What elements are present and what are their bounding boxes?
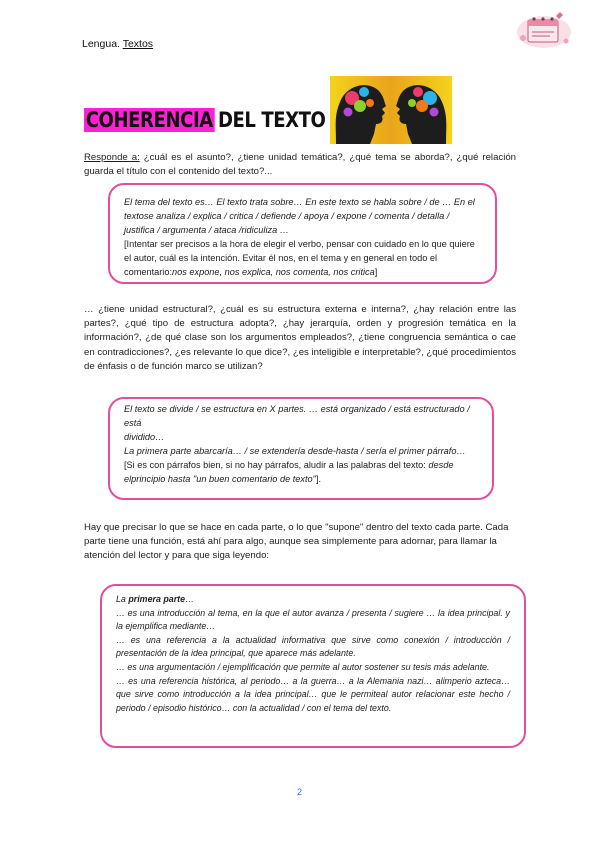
thinking-heads-illustration — [330, 76, 452, 144]
first-part-lead — [116, 593, 510, 607]
first-part-lead-bold: primera parte — [128, 594, 186, 604]
structure-line-1: El texto se divide / se estructura en X partes. … está organizado / está estructurado / está — [124, 404, 470, 428]
theme-note-start: [Intentar ser precisos a la hora de elegir el verbo, pensar con cuidado en lo que quiere el autor, cuál es la intención. Evitar él nos, en el tema y en general en todo el comentario: — [124, 239, 475, 277]
structure-note-start: [Si es con párrafos bien, si no hay párrafos, aludir a las palabras del texto: — [124, 460, 429, 470]
document-header — [82, 38, 153, 50]
planner-logo-icon — [514, 8, 574, 52]
intro-paragraph — [84, 151, 516, 179]
page-title — [84, 108, 325, 132]
header-section: Textos — [122, 38, 154, 50]
header-subject: Lengua. — [82, 38, 120, 50]
structure-line-3: La primera parte abarcaría… / se extendería desde-hasta / sería el primer párrafo… — [124, 446, 466, 456]
structure-phrases-box — [108, 397, 494, 500]
theme-note — [124, 237, 481, 279]
theme-note-end: ] — [374, 267, 378, 277]
structure-note-italic: desde elprincipio hasta "un buen comentario de texto" — [124, 460, 454, 484]
first-part-lead-end: … — [185, 594, 194, 604]
parts-function-paragraph: Hay que precisar lo que se hace en cada parte, o lo que "supone" dentro del texto cada parte. Cada parte tiene una función, está ahí para algo, aunque sea simplemente para adornar, para llamar la atención del lector y para que siga leyendo: — [84, 522, 509, 562]
first-part-line: … es una referencia a la actualidad informativa que sirve como conexión / introducción / presentación de la idea principal, que aparece más adelante. — [116, 634, 510, 659]
structure-line-2: dividido… — [124, 432, 165, 442]
theme-phrases: El tema del texto es… El texto trata sobre… En este texto se habla sobre / de … En el textose analiza / explica / critica / defiende / apoya / expone / comenta / detalla / justifica / argumenta / ataca /ridiculiza … — [124, 197, 475, 235]
first-part-line: … es una referencia histórica, al periodo… a la guerra… a la Alemania nazi… alimperio azteca… que sirve como introducción a la idea principal… que le permiteal autor relacionar este hecho / periodo / episodio histórico… con la actualidad / con el tema del texto. — [116, 675, 510, 713]
structure-note — [124, 458, 478, 486]
page-number: 2 — [297, 787, 303, 797]
first-part-line: … es una argumentación / ejemplificación que permite al autor sostener su tesis más adelante. — [116, 661, 490, 672]
first-part-phrases-box — [100, 584, 526, 748]
first-part-line: … es una introducción al tema, en la que el autor avanza / presenta / sugiere … la idea principal. y la ejemplifica mediante… — [116, 607, 510, 632]
structure-note-end: ]. — [315, 474, 322, 484]
intro-label: Responde a: — [84, 152, 140, 163]
theme-note-italic: nos expone, nos explica, nos comenta, nos critica — [172, 267, 375, 277]
intro-text: ¿cuál es el asunto?, ¿tiene unidad temática?, ¿qué tema se aborda?, ¿qué relación guarda el título con el contenido del texto?... — [84, 152, 517, 178]
title-rest: DEL TEXTO — [217, 108, 326, 132]
title-highlight: COHERENCIA — [85, 108, 213, 132]
theme-phrases-box — [108, 183, 497, 284]
structure-questions-paragraph: … ¿tiene unidad estructural?, ¿cuál es su estructura externa e interna?, ¿hay relación entre las partes?, ¿qué tipo de estructura adopta?, ¿hay jerarquía, orden y progresión temática en la información?, ¿de qué clase son los argumentos empleados?, ¿tiene congruencia semántica o cae en contradicciones?, ¿es relevante lo que dice?, ¿es inteligible e interpretable?, ¿qué procedimientos de énfasis o de función marco se utilizan? — [84, 304, 516, 372]
first-part-lead-prefix: La — [116, 594, 129, 604]
first-part-lines — [116, 607, 510, 716]
